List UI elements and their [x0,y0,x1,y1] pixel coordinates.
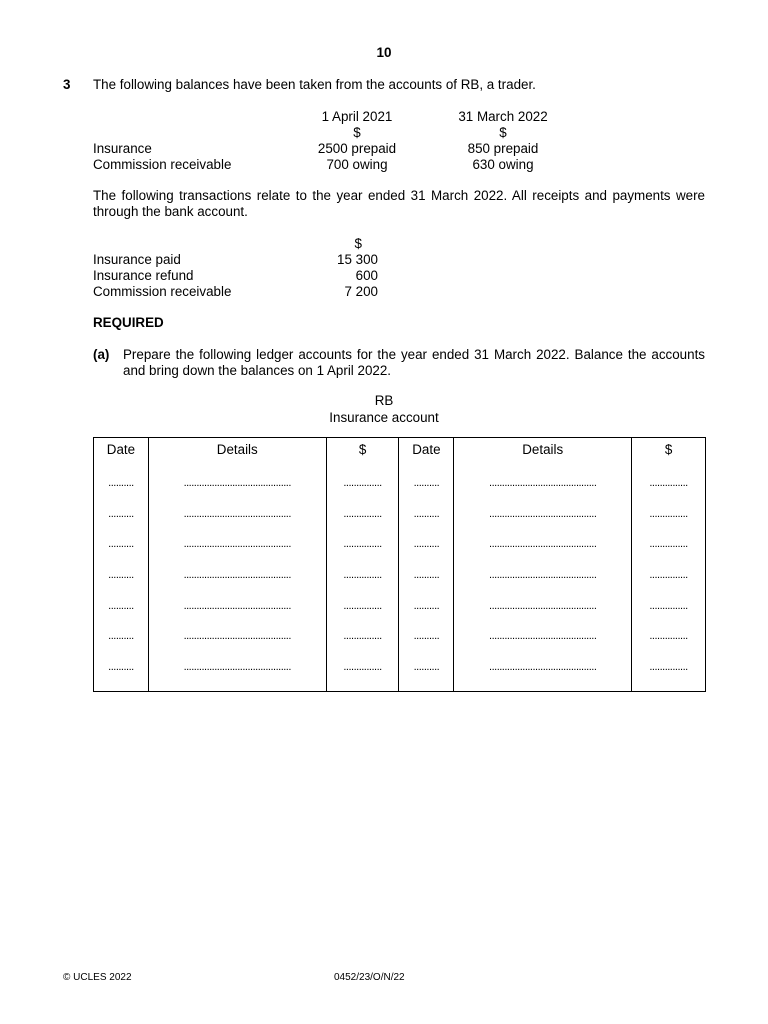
ledger-details-blank[interactable]: .......................................... [454,468,632,499]
balances-row-label: Insurance [93,141,152,156]
ledger-amount-blank[interactable]: ............... [326,652,399,683]
ledger-date-blank[interactable]: .......... [399,499,454,530]
ledger-date-blank[interactable]: .......... [94,499,149,530]
ledger-details-blank[interactable]: .......................................... [454,621,632,652]
ledger-date-blank[interactable]: .......... [94,529,149,560]
ledger-date-blank[interactable]: .......... [94,560,149,591]
ledger-amount-blank[interactable]: ............... [632,468,706,499]
ledger-company: RB [374,393,394,408]
ledger-amount-blank[interactable]: ............... [632,621,706,652]
ledger-details-blank[interactable]: .......................................... [148,468,326,499]
ledger-amount-blank[interactable]: ............... [632,590,706,621]
ledger-amount-blank[interactable]: ............... [326,590,399,621]
ledger-row [94,652,706,683]
ledger-date-blank[interactable]: .......... [399,468,454,499]
ledger-header-date: Date [399,438,454,469]
insurance-ledger-table [93,437,706,692]
ledger-row [94,621,706,652]
ledger-details-blank[interactable]: .......................................... [148,590,326,621]
ledger-date-blank[interactable]: .......... [399,652,454,683]
transactions-intro: The following transactions relate to the year ended 31 March 2022. All receipts and payments were through the bank account. [93,188,705,219]
ledger-amount-blank[interactable]: ............... [326,499,399,530]
ledger-date-blank[interactable]: .......... [399,621,454,652]
ledger-row [94,560,706,591]
ledger-spacer-cell [326,682,399,691]
ledger-details-blank[interactable]: .......................................... [148,560,326,591]
ledger-amount-blank[interactable]: ............... [326,560,399,591]
ledger-details-blank[interactable]: .......................................... [148,499,326,530]
ledger-details-blank[interactable]: .......................................... [148,529,326,560]
ledger-amount-blank[interactable]: ............... [632,560,706,591]
ledger-header-amount: $ [326,438,399,469]
ledger-details-blank[interactable]: .......................................... [454,652,632,683]
page-number: 10 [376,45,392,60]
ledger-amount-blank[interactable]: ............... [632,652,706,683]
ledger-header-date: Date [94,438,149,469]
ledger-row [94,590,706,621]
balances-col1-header: 1 April 2021 [321,109,393,124]
transaction-value: 600 [355,268,378,283]
ledger-amount-blank[interactable]: ............... [326,529,399,560]
ledger-date-blank[interactable]: .......... [399,590,454,621]
ledger-details-blank[interactable]: .......................................... [454,499,632,530]
ledger-amount-blank[interactable]: ............... [632,499,706,530]
balances-row-value: 2500 prepaid [317,141,397,156]
transaction-label: Insurance refund [93,268,194,283]
transaction-label: Commission receivable [93,284,232,299]
ledger-details-blank[interactable]: .......................................... [148,621,326,652]
ledger-date-blank[interactable]: .......... [94,621,149,652]
ledger-header-amount: $ [632,438,706,469]
ledger-amount-blank[interactable]: ............... [326,468,399,499]
ledger-details-blank[interactable]: .......................................... [454,529,632,560]
ledger-amount-blank[interactable]: ............... [632,529,706,560]
ledger-row [94,468,706,499]
ledger-date-blank[interactable]: .......... [94,652,149,683]
balances-row-value: 630 owing [472,157,534,172]
transactions-currency: $ [354,236,362,251]
transaction-label: Insurance paid [93,252,181,267]
required-heading: REQUIRED [93,315,164,330]
balances-row-value: 700 owing [326,157,388,172]
balances-row-label: Commission receivable [93,157,232,172]
ledger-spacer-cell [632,682,706,691]
ledger-date-blank[interactable]: .......... [399,560,454,591]
balances-col1-currency: $ [353,125,361,140]
ledger-bottom-spacer [94,682,706,691]
ledger-row [94,499,706,530]
ledger-spacer-cell [399,682,454,691]
ledger-header-details: Details [454,438,632,469]
ledger-details-blank[interactable]: .......................................... [454,590,632,621]
ledger-spacer-cell [94,682,149,691]
ledger-header-details: Details [148,438,326,469]
balances-row-value: 850 prepaid [467,141,539,156]
transaction-value: 7 200 [344,284,378,299]
ledger-header-row [94,438,706,469]
footer-paper-code: 0452/23/O/N/22 [334,972,405,983]
ledger-row [94,529,706,560]
part-a-label: (a) [93,347,110,362]
ledger-title: Insurance account [329,410,439,425]
balances-col2-header: 31 March 2022 [458,109,548,124]
ledger-date-blank[interactable]: .......... [399,529,454,560]
ledger-details-blank[interactable]: .......................................... [148,652,326,683]
footer-copyright: © UCLES 2022 [63,972,132,983]
ledger-spacer-cell [148,682,326,691]
ledger-date-blank[interactable]: .......... [94,468,149,499]
ledger-spacer-cell [454,682,632,691]
question-intro: The following balances have been taken from the accounts of RB, a trader. [93,77,536,92]
ledger-amount-blank[interactable]: ............... [326,621,399,652]
ledger-date-blank[interactable]: .......... [94,590,149,621]
transaction-value: 15 300 [337,252,378,267]
question-number: 3 [63,77,71,92]
ledger-details-blank[interactable]: .......................................... [454,560,632,591]
part-a-text: Prepare the following ledger accounts for the year ended 31 March 2022. Balance the accounts and bring down the balances on 1 April 2022. [123,347,705,378]
balances-col2-currency: $ [499,125,507,140]
